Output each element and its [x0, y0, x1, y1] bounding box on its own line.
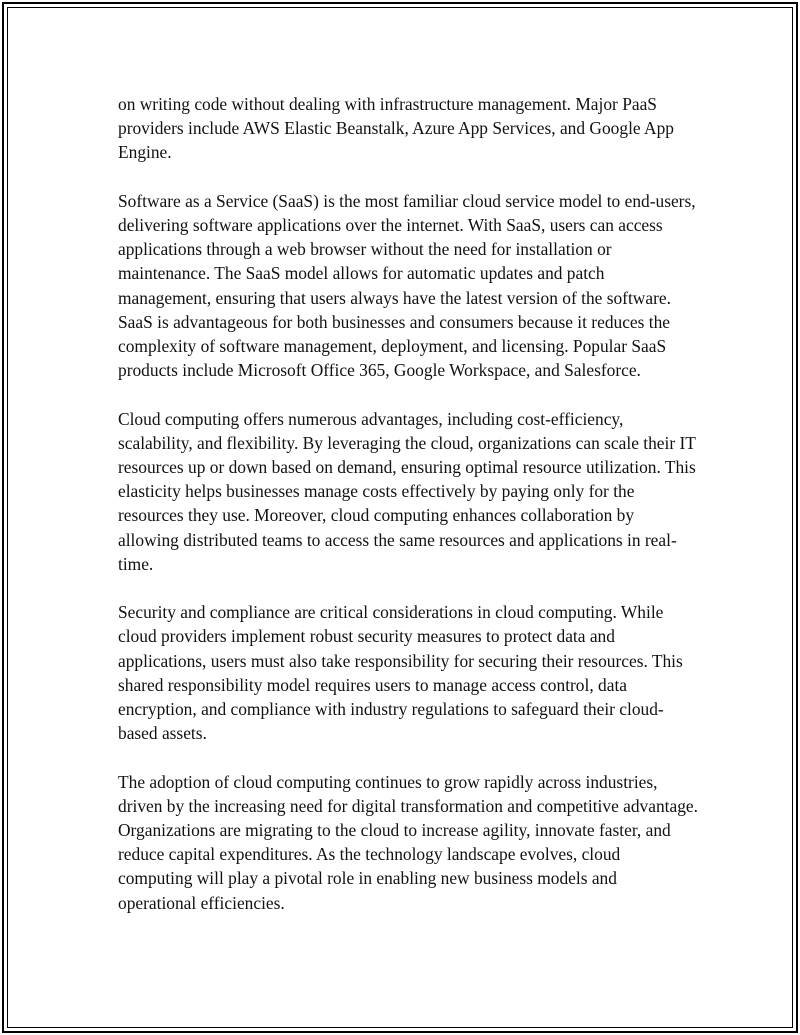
- paragraph-adoption: The adoption of cloud computing continues to grow rapidly across industries, driven by the increasing need for digital transformation and competitive advantage. Organizations are migrating to the cloud to increase agility, innovate faster, and reduce capital expenditures. As the technology landscape evolves, cloud computing will play a pivotal role in enabling new business models and operational efficiencies.: [118, 771, 698, 913]
- document-body: [118, 92, 698, 915]
- paragraph-paas-providers: on writing code without dealing with infrastructure management. Major PaaS providers include AWS Elastic Beanstalk, Azure App Services, and Google App Engine.: [118, 94, 674, 163]
- paragraph-advantages: Cloud computing offers numerous advantages, including cost-efficiency, scalability, and flexibility. By leveraging the cloud, organizations can scale their IT resources up or down based on demand, ensuring optimal resource utilization. This elasticity helps businesses manage costs effectively by paying only for the resources they use. Moreover, cloud computing enhances collaboration by allowing distributed teams to access the same resources and applications in real-time.: [118, 408, 696, 574]
- paragraph-security: Security and compliance are critical considerations in cloud computing. While cloud providers implement robust security measures to protect data and applications, users must also take responsibility for securing their resources. This shared responsibility model requires users to manage access control, data encryption, and compliance with industry regulations to safeguard their cloud-based assets.: [118, 602, 683, 744]
- paragraph-saas: Software as a Service (SaaS) is the most familiar cloud service model to end-users, delivering software applications over the internet. With SaaS, users can access applications through a web browser without the need for installation or maintenance. The SaaS model allows for automatic updates and patch management, ensuring that users always have the latest version of the software. SaaS is advantageous for both businesses and consumers because it reduces the complexity of software management, deployment, and licensing. Popular SaaS products include Microsoft Office 365, Google Workspace, and Salesforce.: [118, 190, 696, 381]
